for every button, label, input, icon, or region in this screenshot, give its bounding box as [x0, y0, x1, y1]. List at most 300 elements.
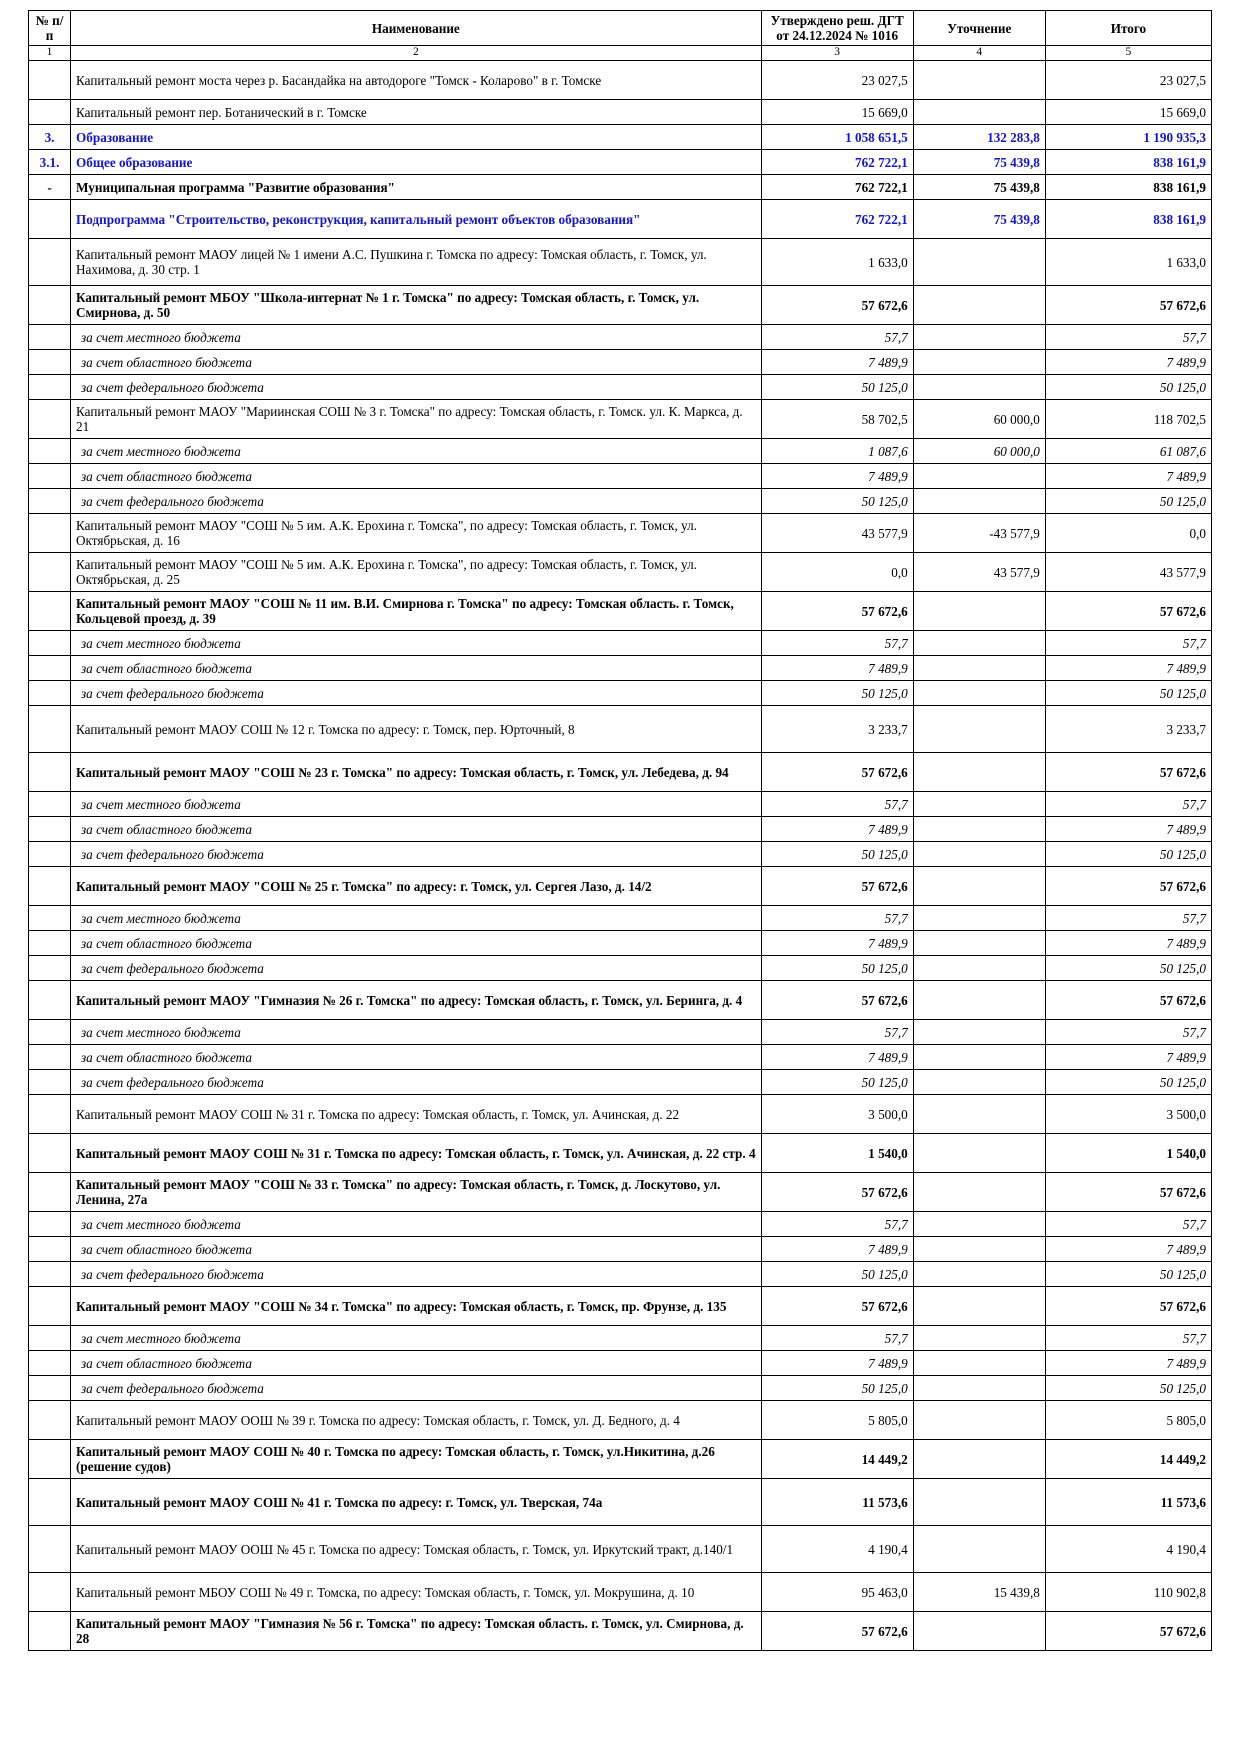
- row-adjustment: 75 439,8: [913, 175, 1045, 200]
- header-approved: Утверждено реш. ДГТ от 24.12.2024 № 1016: [761, 11, 913, 46]
- table-row: [29, 1173, 1212, 1212]
- table-row: [29, 842, 1212, 867]
- row-adjustment: [913, 1526, 1045, 1573]
- row-adjustment: 75 439,8: [913, 200, 1045, 239]
- header-name: Наименование: [71, 11, 762, 46]
- row-name: за счет федерального бюджета: [71, 489, 762, 514]
- row-index: [29, 981, 71, 1020]
- row-index: [29, 867, 71, 906]
- row-approved: 762 722,1: [761, 175, 913, 200]
- row-total: 57 672,6: [1045, 753, 1211, 792]
- row-index: [29, 553, 71, 592]
- row-approved: 3 500,0: [761, 1095, 913, 1134]
- row-approved: 57,7: [761, 1212, 913, 1237]
- row-name: Капитальный ремонт МАОУ "СОШ № 5 им. А.К. Ерохина г. Томска", по адресу: Томская область, г. Томск, ул. Октябрьская, д. 16: [71, 514, 762, 553]
- row-index: [29, 1440, 71, 1479]
- table-row: [29, 1095, 1212, 1134]
- row-total: 50 125,0: [1045, 375, 1211, 400]
- row-name: за счет местного бюджета: [71, 1212, 762, 1237]
- table-row: [29, 350, 1212, 375]
- row-approved: 57,7: [761, 631, 913, 656]
- row-name: за счет федерального бюджета: [71, 375, 762, 400]
- row-total: 7 489,9: [1045, 931, 1211, 956]
- column-number-3: 3: [761, 46, 913, 61]
- row-total: 57,7: [1045, 1020, 1211, 1045]
- row-name: за счет областного бюджета: [71, 350, 762, 375]
- column-number-4: 4: [913, 46, 1045, 61]
- table-row: [29, 1020, 1212, 1045]
- row-approved: 7 489,9: [761, 656, 913, 681]
- row-approved: 1 540,0: [761, 1134, 913, 1173]
- table-row: [29, 706, 1212, 753]
- row-name: Капитальный ремонт МБОУ СОШ № 49 г. Томска, по адресу: Томская область, г. Томск, ул. Мокрушина, д. 10: [71, 1573, 762, 1612]
- table-row: [29, 817, 1212, 842]
- row-index: [29, 1095, 71, 1134]
- row-approved: 23 027,5: [761, 61, 913, 100]
- row-adjustment: [913, 956, 1045, 981]
- table-row: [29, 1237, 1212, 1262]
- row-approved: 50 125,0: [761, 1070, 913, 1095]
- row-adjustment: [913, 631, 1045, 656]
- row-name: за счет областного бюджета: [71, 931, 762, 956]
- row-index: [29, 439, 71, 464]
- row-index: [29, 1045, 71, 1070]
- row-total: 7 489,9: [1045, 656, 1211, 681]
- row-approved: 57 672,6: [761, 1287, 913, 1326]
- row-total: 50 125,0: [1045, 1070, 1211, 1095]
- row-name: за счет местного бюджета: [71, 325, 762, 350]
- row-adjustment: [913, 1237, 1045, 1262]
- table-row: [29, 1070, 1212, 1095]
- row-total: 43 577,9: [1045, 553, 1211, 592]
- row-adjustment: [913, 1287, 1045, 1326]
- table-row: [29, 656, 1212, 681]
- row-index: [29, 956, 71, 981]
- column-number-2: 2: [71, 46, 762, 61]
- row-approved: 57 672,6: [761, 753, 913, 792]
- table-row: [29, 514, 1212, 553]
- row-adjustment: [913, 1479, 1045, 1526]
- row-adjustment: [913, 1612, 1045, 1651]
- row-name: Капитальный ремонт МАОУ "Гимназия № 56 г. Томска" по адресу: Томская область. г. Томск, ул. Смирнова, д. 28: [71, 1612, 762, 1651]
- table-column-numbers-row: [29, 46, 1212, 61]
- table-row: [29, 150, 1212, 175]
- table-row: [29, 1326, 1212, 1351]
- row-index: [29, 1351, 71, 1376]
- row-index: [29, 1479, 71, 1526]
- row-index: [29, 350, 71, 375]
- row-index: [29, 1020, 71, 1045]
- row-total: 7 489,9: [1045, 1351, 1211, 1376]
- row-adjustment: [913, 1020, 1045, 1045]
- row-index: [29, 400, 71, 439]
- row-total: 11 573,6: [1045, 1479, 1211, 1526]
- row-total: 4 190,4: [1045, 1526, 1211, 1573]
- row-adjustment: [913, 681, 1045, 706]
- table-row: [29, 1351, 1212, 1376]
- table-row: [29, 1401, 1212, 1440]
- table-row: [29, 489, 1212, 514]
- table-row: [29, 681, 1212, 706]
- row-total: 5 805,0: [1045, 1401, 1211, 1440]
- row-name: за счет федерального бюджета: [71, 1262, 762, 1287]
- row-adjustment: [913, 1262, 1045, 1287]
- row-total: 57 672,6: [1045, 1173, 1211, 1212]
- table-row: [29, 439, 1212, 464]
- row-name: за счет федерального бюджета: [71, 1070, 762, 1095]
- row-name: Капитальный ремонт МАОУ "СОШ № 23 г. Томска" по адресу: Томская область, г. Томск, ул. Лебедева, д. 94: [71, 753, 762, 792]
- table-row: [29, 125, 1212, 150]
- row-approved: 50 125,0: [761, 489, 913, 514]
- table-row: [29, 1526, 1212, 1573]
- row-approved: 7 489,9: [761, 464, 913, 489]
- table-row: [29, 1134, 1212, 1173]
- row-approved: 7 489,9: [761, 931, 913, 956]
- row-adjustment: [913, 867, 1045, 906]
- row-adjustment: 132 283,8: [913, 125, 1045, 150]
- row-adjustment: [913, 842, 1045, 867]
- row-name: Капитальный ремонт МАОУ СОШ № 31 г. Томска по адресу: Томская область, г. Томск, ул. Ачинская, д. 22: [71, 1095, 762, 1134]
- row-approved: 57 672,6: [761, 286, 913, 325]
- table-row: [29, 1376, 1212, 1401]
- row-adjustment: [913, 1134, 1045, 1173]
- row-name: Капитальный ремонт МАОУ СОШ № 41 г. Томска по адресу: г. Томск, ул. Тверская, 74а: [71, 1479, 762, 1526]
- row-name: Капитальный ремонт МАОУ "Гимназия № 26 г. Томска" по адресу: Томская область, г. Томск, ул. Беринга, д. 4: [71, 981, 762, 1020]
- row-approved: 0,0: [761, 553, 913, 592]
- row-index: [29, 239, 71, 286]
- row-index: [29, 1212, 71, 1237]
- row-approved: 4 190,4: [761, 1526, 913, 1573]
- row-approved: 50 125,0: [761, 1262, 913, 1287]
- row-index: [29, 1326, 71, 1351]
- row-approved: 57 672,6: [761, 592, 913, 631]
- row-total: 838 161,9: [1045, 200, 1211, 239]
- row-name: Капитальный ремонт МАОУ "СОШ № 5 им. А.К. Ерохина г. Томска", по адресу: Томская область, г. Томск, ул. Октябрьская, д. 25: [71, 553, 762, 592]
- row-name: Капитальный ремонт МАОУ СОШ № 12 г. Томска по адресу: г. Томск, пер. Юрточный, 8: [71, 706, 762, 753]
- row-index: [29, 1573, 71, 1612]
- row-index: [29, 681, 71, 706]
- row-approved: 7 489,9: [761, 350, 913, 375]
- table-body: [29, 61, 1212, 1651]
- row-name: Образование: [71, 125, 762, 150]
- row-index: [29, 286, 71, 325]
- row-adjustment: [913, 350, 1045, 375]
- row-adjustment: 60 000,0: [913, 439, 1045, 464]
- row-total: 15 669,0: [1045, 100, 1211, 125]
- row-adjustment: [913, 375, 1045, 400]
- table-row: [29, 1612, 1212, 1651]
- row-adjustment: [913, 706, 1045, 753]
- table-row: [29, 1262, 1212, 1287]
- table-row: [29, 753, 1212, 792]
- row-adjustment: [913, 239, 1045, 286]
- row-name: за счет местного бюджета: [71, 906, 762, 931]
- table-row: [29, 325, 1212, 350]
- table-row: [29, 175, 1212, 200]
- row-total: 7 489,9: [1045, 1237, 1211, 1262]
- table-row: [29, 906, 1212, 931]
- row-approved: 1 058 651,5: [761, 125, 913, 150]
- table-row: [29, 61, 1212, 100]
- row-approved: 57 672,6: [761, 1612, 913, 1651]
- row-approved: 50 125,0: [761, 681, 913, 706]
- row-index: [29, 1070, 71, 1095]
- table-row: [29, 1045, 1212, 1070]
- row-total: 50 125,0: [1045, 1262, 1211, 1287]
- row-approved: 14 449,2: [761, 1440, 913, 1479]
- row-approved: 15 669,0: [761, 100, 913, 125]
- header-total: Итого: [1045, 11, 1211, 46]
- row-name: Капитальный ремонт МАОУ СОШ № 31 г. Томска по адресу: Томская область, г. Томск, ул. Ачинская, д. 22 стр. 4: [71, 1134, 762, 1173]
- table-row: [29, 867, 1212, 906]
- row-index: [29, 656, 71, 681]
- row-approved: 57,7: [761, 1020, 913, 1045]
- row-name: Капитальный ремонт МАОУ лицей № 1 имени А.С. Пушкина г. Томска по адресу: Томская область, г. Томск, ул. Нахимова, д. 30 стр. 1: [71, 239, 762, 286]
- row-adjustment: [913, 1376, 1045, 1401]
- row-total: 3 500,0: [1045, 1095, 1211, 1134]
- row-approved: 7 489,9: [761, 817, 913, 842]
- table-row: [29, 375, 1212, 400]
- row-index: [29, 1287, 71, 1326]
- row-index: [29, 61, 71, 100]
- row-total: 61 087,6: [1045, 439, 1211, 464]
- row-index: 3.1.: [29, 150, 71, 175]
- table-row: [29, 400, 1212, 439]
- row-total: 57 672,6: [1045, 981, 1211, 1020]
- table-row: [29, 931, 1212, 956]
- row-approved: 57,7: [761, 325, 913, 350]
- row-approved: 11 573,6: [761, 1479, 913, 1526]
- row-index: [29, 817, 71, 842]
- row-adjustment: [913, 489, 1045, 514]
- table-row: [29, 1440, 1212, 1479]
- row-name: Капитальный ремонт МАОУ ООШ № 45 г. Томска по адресу: Томская область, г. Томск, ул. Иркутский тракт, д.140/1: [71, 1526, 762, 1573]
- row-approved: 57,7: [761, 906, 913, 931]
- row-name: за счет областного бюджета: [71, 656, 762, 681]
- row-index: [29, 1376, 71, 1401]
- row-total: 57,7: [1045, 792, 1211, 817]
- row-adjustment: [913, 931, 1045, 956]
- column-number-1: 1: [29, 46, 71, 61]
- row-total: 57,7: [1045, 1212, 1211, 1237]
- row-index: [29, 906, 71, 931]
- row-index: [29, 464, 71, 489]
- row-adjustment: [913, 906, 1045, 931]
- row-adjustment: [913, 1440, 1045, 1479]
- header-row-number: № п/п: [29, 11, 71, 46]
- row-name: за счет местного бюджета: [71, 439, 762, 464]
- table-row: [29, 631, 1212, 656]
- row-approved: 1 633,0: [761, 239, 913, 286]
- row-adjustment: [913, 1070, 1045, 1095]
- row-name: за счет федерального бюджета: [71, 956, 762, 981]
- row-total: 1 190 935,3: [1045, 125, 1211, 150]
- header-adjustment: Уточнение: [913, 11, 1045, 46]
- row-name: за счет местного бюджета: [71, 792, 762, 817]
- row-total: 3 233,7: [1045, 706, 1211, 753]
- row-total: 14 449,2: [1045, 1440, 1211, 1479]
- row-index: [29, 792, 71, 817]
- row-total: 57 672,6: [1045, 1612, 1211, 1651]
- row-total: 57,7: [1045, 631, 1211, 656]
- row-approved: 57,7: [761, 1326, 913, 1351]
- row-approved: 50 125,0: [761, 1376, 913, 1401]
- row-total: 57,7: [1045, 325, 1211, 350]
- row-total: 118 702,5: [1045, 400, 1211, 439]
- row-index: [29, 631, 71, 656]
- row-index: [29, 1134, 71, 1173]
- row-index: [29, 489, 71, 514]
- row-approved: 57 672,6: [761, 1173, 913, 1212]
- row-name: Капитальный ремонт МАОУ СОШ № 40 г. Томска по адресу: Томская область, г. Томск, ул.Никитина, д.26 (решение судов): [71, 1440, 762, 1479]
- row-name: за счет местного бюджета: [71, 1326, 762, 1351]
- row-adjustment: [913, 100, 1045, 125]
- table-row: [29, 956, 1212, 981]
- row-index: [29, 753, 71, 792]
- row-approved: 1 087,6: [761, 439, 913, 464]
- row-index: [29, 100, 71, 125]
- row-name: за счет местного бюджета: [71, 631, 762, 656]
- table-row: [29, 592, 1212, 631]
- row-adjustment: [913, 1351, 1045, 1376]
- row-approved: 57,7: [761, 792, 913, 817]
- row-total: 7 489,9: [1045, 350, 1211, 375]
- row-total: 838 161,9: [1045, 150, 1211, 175]
- row-name: Общее образование: [71, 150, 762, 175]
- row-name: за счет областного бюджета: [71, 817, 762, 842]
- table-row: [29, 1287, 1212, 1326]
- row-total: 7 489,9: [1045, 1045, 1211, 1070]
- row-total: 7 489,9: [1045, 817, 1211, 842]
- row-name: Капитальный ремонт моста через р. Басандайка на автодороге "Томск - Коларово" в г. Томске: [71, 61, 762, 100]
- row-index: -: [29, 175, 71, 200]
- row-index: [29, 1526, 71, 1573]
- table-row: [29, 1212, 1212, 1237]
- row-approved: 7 489,9: [761, 1351, 913, 1376]
- row-name: Муниципальная программа "Развитие образования": [71, 175, 762, 200]
- row-adjustment: [913, 1095, 1045, 1134]
- row-adjustment: [913, 1173, 1045, 1212]
- row-approved: 50 125,0: [761, 842, 913, 867]
- row-name: Капитальный ремонт МАОУ "СОШ № 33 г. Томска" по адресу: Томская область, г. Томск, д. Лоскутово, ул. Ленина, 27а: [71, 1173, 762, 1212]
- row-adjustment: [913, 1326, 1045, 1351]
- row-total: 50 125,0: [1045, 489, 1211, 514]
- row-name: Капитальный ремонт пер. Ботанический в г. Томске: [71, 100, 762, 125]
- row-index: [29, 1262, 71, 1287]
- row-total: 110 902,8: [1045, 1573, 1211, 1612]
- row-approved: 762 722,1: [761, 200, 913, 239]
- row-index: [29, 325, 71, 350]
- row-approved: 762 722,1: [761, 150, 913, 175]
- table-row: [29, 792, 1212, 817]
- table-row: [29, 464, 1212, 489]
- row-name: за счет местного бюджета: [71, 1020, 762, 1045]
- row-adjustment: [913, 817, 1045, 842]
- row-name: Капитальный ремонт МАОУ "СОШ № 11 им. В.И. Смирнова г. Томска" по адресу: Томская область. г. Томск, Кольцевой проезд, д. 39: [71, 592, 762, 631]
- row-index: [29, 1401, 71, 1440]
- row-index: [29, 200, 71, 239]
- table-row: [29, 1479, 1212, 1526]
- row-adjustment: [913, 1045, 1045, 1070]
- row-name: за счет областного бюджета: [71, 1351, 762, 1376]
- row-total: 50 125,0: [1045, 956, 1211, 981]
- row-name: за счет федерального бюджета: [71, 842, 762, 867]
- row-total: 1 540,0: [1045, 1134, 1211, 1173]
- row-index: 3.: [29, 125, 71, 150]
- row-name: за счет областного бюджета: [71, 464, 762, 489]
- row-total: 57,7: [1045, 1326, 1211, 1351]
- row-name: за счет областного бюджета: [71, 1237, 762, 1262]
- row-adjustment: [913, 286, 1045, 325]
- row-adjustment: [913, 753, 1045, 792]
- column-number-5: 5: [1045, 46, 1211, 61]
- table-row: [29, 239, 1212, 286]
- table-row: [29, 553, 1212, 592]
- row-adjustment: 75 439,8: [913, 150, 1045, 175]
- row-index: [29, 1612, 71, 1651]
- row-total: 57 672,6: [1045, 592, 1211, 631]
- row-approved: 95 463,0: [761, 1573, 913, 1612]
- row-total: 23 027,5: [1045, 61, 1211, 100]
- row-name: за счет областного бюджета: [71, 1045, 762, 1070]
- table-header: [29, 11, 1212, 61]
- row-total: 1 633,0: [1045, 239, 1211, 286]
- table-row: [29, 100, 1212, 125]
- row-adjustment: 60 000,0: [913, 400, 1045, 439]
- row-name: Капитальный ремонт МАОУ "СОШ № 34 г. Томска" по адресу: Томская область, г. Томск, пр. Фрунзе, д. 135: [71, 1287, 762, 1326]
- row-index: [29, 931, 71, 956]
- row-adjustment: [913, 592, 1045, 631]
- row-name: Капитальный ремонт МБОУ "Школа-интернат № 1 г. Томска" по адресу: Томская область, г. Томск, ул. Смирнова, д. 50: [71, 286, 762, 325]
- row-total: 0,0: [1045, 514, 1211, 553]
- row-adjustment: [913, 792, 1045, 817]
- row-total: 838 161,9: [1045, 175, 1211, 200]
- row-total: 7 489,9: [1045, 464, 1211, 489]
- row-index: [29, 706, 71, 753]
- row-name: Подпрограмма "Строительство, реконструкция, капитальный ремонт объектов образования": [71, 200, 762, 239]
- row-adjustment: [913, 325, 1045, 350]
- row-approved: 50 125,0: [761, 956, 913, 981]
- table-row: [29, 286, 1212, 325]
- row-approved: 57 672,6: [761, 867, 913, 906]
- table-row: [29, 981, 1212, 1020]
- row-total: 57 672,6: [1045, 1287, 1211, 1326]
- row-total: 57,7: [1045, 906, 1211, 931]
- row-index: [29, 375, 71, 400]
- row-index: [29, 1173, 71, 1212]
- row-total: 50 125,0: [1045, 1376, 1211, 1401]
- row-adjustment: 43 577,9: [913, 553, 1045, 592]
- row-name: за счет федерального бюджета: [71, 1376, 762, 1401]
- row-adjustment: [913, 61, 1045, 100]
- table-header-row: [29, 11, 1212, 46]
- row-index: [29, 514, 71, 553]
- row-approved: 5 805,0: [761, 1401, 913, 1440]
- row-index: [29, 1237, 71, 1262]
- table-row: [29, 200, 1212, 239]
- row-approved: 3 233,7: [761, 706, 913, 753]
- row-adjustment: -43 577,9: [913, 514, 1045, 553]
- row-approved: 57 672,6: [761, 981, 913, 1020]
- table-row: [29, 1573, 1212, 1612]
- row-adjustment: 15 439,8: [913, 1573, 1045, 1612]
- row-index: [29, 842, 71, 867]
- row-adjustment: [913, 1212, 1045, 1237]
- row-total: 57 672,6: [1045, 867, 1211, 906]
- row-total: 50 125,0: [1045, 842, 1211, 867]
- row-name: Капитальный ремонт МАОУ "Мариинская СОШ № 3 г. Томска" по адресу: Томская область, г. Томск. ул. К. Маркса, д. 21: [71, 400, 762, 439]
- row-adjustment: [913, 464, 1045, 489]
